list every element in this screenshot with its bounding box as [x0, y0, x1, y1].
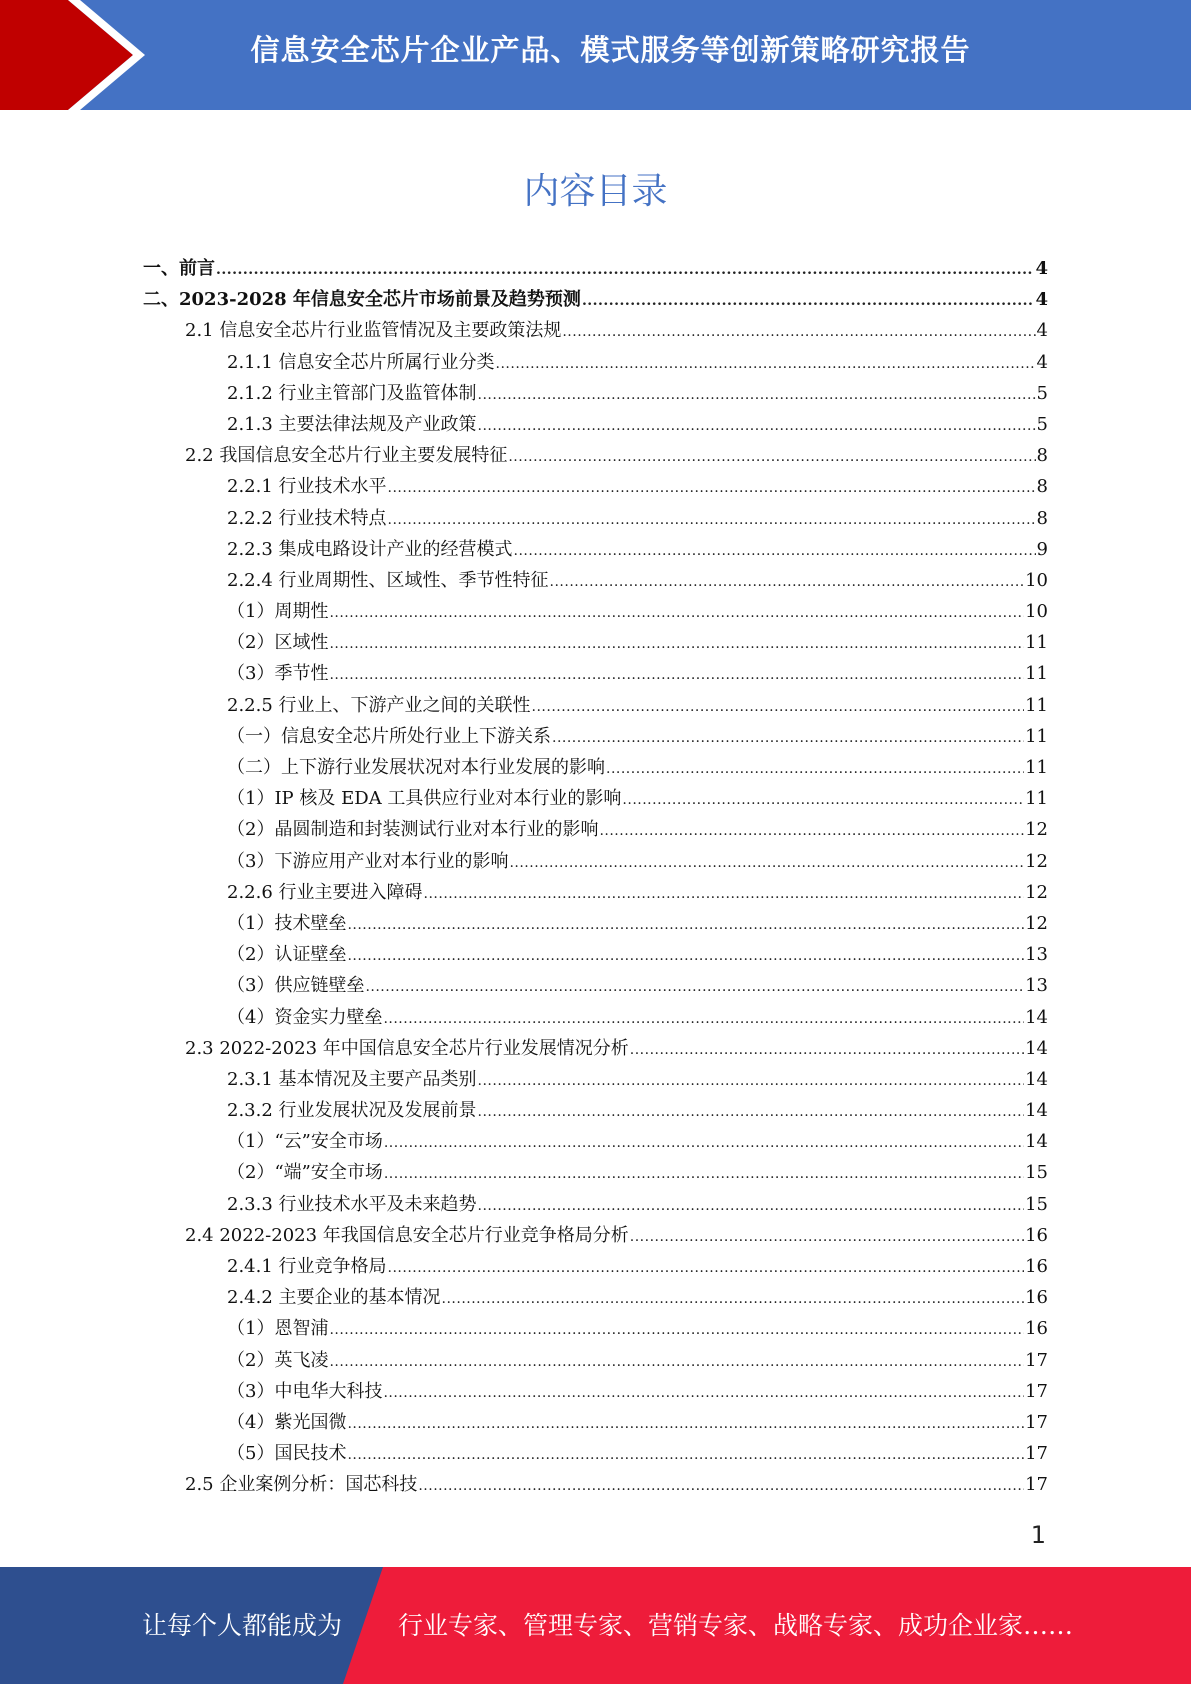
toc-entry-label: 二、2023-2028 年信息安全芯片市场前景及趋势预测 [143, 289, 581, 311]
toc-entry-label: 2.1.2 行业主管部门及监管体制 [227, 382, 477, 404]
toc-entry[interactable] [143, 1190, 1048, 1221]
toc-entry-label: （4）资金实力壁垒 [227, 1006, 383, 1028]
toc-entry-page: 17 [1025, 1349, 1048, 1371]
toc-entry-label: 2.2.6 行业主要进入障碍 [227, 881, 423, 903]
toc-entry-label: 2.4.1 行业竞争格局 [227, 1256, 387, 1277]
toc-entry[interactable] [143, 784, 1048, 815]
toc-leader-dots [216, 262, 1034, 278]
toc-entry[interactable] [143, 722, 1048, 753]
toc-entry[interactable] [143, 815, 1048, 846]
toc-entry[interactable] [143, 597, 1048, 628]
toc-entry-page: 13 [1025, 975, 1048, 997]
toc-leader-dots [478, 1104, 1025, 1120]
toc-entry-label: 一、前言 [143, 258, 215, 279]
toc-entry-label: （二）上下游行业发展状况对本行业发展的影响 [227, 757, 605, 778]
toc-entry-page: 5 [1036, 382, 1048, 404]
toc-entry-page: 4 [1036, 351, 1048, 373]
page-number: 1 [1030, 1521, 1046, 1549]
toc-entry[interactable] [143, 691, 1048, 722]
toc-entry-page: 4 [1035, 289, 1048, 311]
toc-entry-page: 15 [1025, 1193, 1048, 1215]
toc-leader-dots [329, 1322, 1024, 1338]
table-of-contents [143, 254, 1048, 1502]
toc-entry-label: （一）信息安全芯片所处行业上下游关系 [227, 725, 551, 747]
toc-entry-page: 17 [1025, 1411, 1048, 1433]
toc-entry-page: 8 [1036, 445, 1048, 467]
toc-entry-label: （2）认证壁垒 [227, 944, 347, 966]
toc-entry[interactable] [143, 1252, 1048, 1283]
toc-entry-page: 16 [1025, 1318, 1048, 1340]
toc-leader-dots [478, 1073, 1025, 1089]
toc-entry[interactable] [143, 1314, 1048, 1345]
toc-entry-page: 12 [1025, 819, 1048, 841]
toc-entry-label: （1）“云”安全市场 [227, 1131, 383, 1153]
toc-leader-dots [442, 1291, 1025, 1307]
toc-entry-page: 15 [1025, 1162, 1048, 1184]
toc-entry-label: 2.3.1 基本情况及主要产品类别 [227, 1068, 477, 1090]
toc-entry[interactable] [143, 254, 1048, 285]
toc-leader-dots [508, 449, 1035, 465]
toc-entry-page: 16 [1025, 1224, 1048, 1246]
toc-entry[interactable] [143, 1127, 1048, 1158]
toc-entry[interactable] [143, 535, 1048, 566]
toc-entry[interactable] [143, 971, 1048, 1002]
toc-entry-label: 2.4 2022-2023 年我国信息安全芯片行业竞争格局分析 [185, 1224, 629, 1246]
toc-entry-label: 2.2.4 行业周期性、区域性、季节性特征 [227, 569, 549, 591]
toc-leader-dots [478, 1198, 1025, 1214]
toc-entry[interactable] [143, 909, 1048, 940]
toc-leader-dots [509, 855, 1024, 871]
toc-leader-dots [347, 1416, 1024, 1432]
toc-entry-label: 2.4.2 主要企业的基本情况 [227, 1287, 441, 1309]
toc-entry-label: 2.1 信息安全芯片行业监管情况及主要政策法规 [185, 320, 562, 342]
toc-entry[interactable] [143, 472, 1048, 503]
toc-leader-dots [383, 1385, 1024, 1401]
toc-leader-dots [582, 293, 1035, 309]
toc-entry[interactable] [143, 1377, 1048, 1408]
toc-leader-dots [383, 1011, 1024, 1027]
toc-entry[interactable] [143, 1034, 1048, 1065]
toc-entry[interactable] [143, 348, 1048, 379]
toc-entry-page: 16 [1025, 1256, 1048, 1277]
footer-slogan-right: 行业专家、管理专家、营销专家、战略专家、成功企业家…… [398, 1611, 1074, 1640]
toc-leader-dots [478, 418, 1036, 434]
toc-leader-dots [329, 1354, 1024, 1370]
toc-leader-dots [532, 699, 1025, 715]
toc-leader-dots [384, 1166, 1024, 1182]
toc-entry-page: 10 [1025, 601, 1048, 623]
toc-entry-label: （3）季节性 [227, 663, 329, 685]
toc-entry-page: 8 [1036, 476, 1048, 498]
toc-entry-page: 8 [1036, 507, 1048, 529]
toc-entry-label: 2.2.3 集成电路设计产业的经营模式 [227, 538, 513, 560]
toc-entry-label: （5）国民技术 [227, 1443, 347, 1465]
toc-entry-label: 2.3.2 行业发展状况及发展前景 [227, 1100, 477, 1122]
toc-entry-label: （1）周期性 [227, 601, 329, 623]
toc-leader-dots [329, 605, 1024, 621]
toc-entry[interactable] [143, 504, 1048, 535]
toc-entry-label: 2.2.1 行业技术水平 [227, 476, 387, 498]
toc-entry-page: 14 [1025, 1006, 1048, 1028]
toc-entry-page: 5 [1036, 413, 1048, 435]
toc-entry-page: 11 [1025, 757, 1048, 778]
toc-entry-page: 14 [1025, 1068, 1048, 1090]
toc-entry[interactable] [143, 847, 1048, 878]
toc-leader-dots [496, 356, 1036, 372]
toc-entry-label: （3）供应链壁垒 [227, 975, 365, 997]
toc-entry[interactable] [143, 1221, 1048, 1252]
toc-entry-page: 9 [1036, 538, 1048, 560]
toc-leader-dots [630, 1229, 1024, 1245]
toc-entry[interactable] [143, 628, 1048, 659]
toc-entry[interactable] [143, 316, 1048, 347]
toc-entry-page: 17 [1025, 1474, 1048, 1496]
toc-entry-page: 17 [1025, 1380, 1048, 1402]
toc-entry[interactable] [143, 1346, 1048, 1377]
toc-leader-dots [622, 792, 1024, 808]
toc-entry-label: （1）IP 核及 EDA 工具供应行业对本行业的影响 [227, 788, 622, 810]
toc-entry[interactable] [143, 285, 1048, 316]
toc-entry-label: （2）晶圆制造和封装测试行业对本行业的影响 [227, 819, 599, 841]
toc-entry[interactable] [143, 753, 1048, 784]
toc-entry-label: （2）英飞凌 [227, 1349, 329, 1371]
toc-entry-label: 2.1.3 主要法律法规及产业政策 [227, 413, 477, 435]
toc-entry[interactable] [143, 1470, 1048, 1501]
toc-entry-page: 13 [1025, 944, 1048, 966]
toc-leader-dots [418, 1478, 1024, 1494]
toc-leader-dots [329, 636, 1024, 652]
toc-entry-page: 12 [1025, 850, 1048, 872]
toc-entry-page: 11 [1025, 663, 1048, 685]
toc-entry-label: 2.2 我国信息安全芯片行业主要发展特征 [185, 445, 508, 467]
toc-entry-page: 4 [1036, 320, 1048, 342]
toc-heading: 内容目录 [523, 171, 668, 212]
toc-entry-page: 14 [1025, 1037, 1048, 1059]
toc-entry-label: （2）区域性 [227, 632, 329, 654]
toc-entry[interactable] [143, 441, 1048, 472]
toc-leader-dots [606, 761, 1024, 777]
toc-entry[interactable] [143, 1439, 1048, 1470]
toc-entry-page: 11 [1025, 788, 1048, 810]
toc-entry-page: 4 [1035, 258, 1048, 279]
report-title: 信息安全芯片企业产品、模式服务等创新策略研究报告 [250, 33, 971, 67]
footer-slogan-left: 让每个人都能成为 [142, 1611, 343, 1640]
toc-entry-label: （3）中电华大科技 [227, 1380, 383, 1402]
toc-entry-label: 2.3.3 行业技术水平及未来趋势 [227, 1193, 477, 1215]
toc-entry-page: 17 [1025, 1443, 1048, 1465]
toc-entry-label: （4）紫光国微 [227, 1411, 347, 1433]
toc-leader-dots [424, 886, 1025, 902]
toc-entry-page: 12 [1025, 912, 1048, 934]
toc-entry-page: 11 [1025, 694, 1048, 716]
toc-entry-page: 11 [1025, 725, 1048, 747]
toc-entry-label: （2）“端”安全市场 [227, 1162, 383, 1184]
toc-entry[interactable] [143, 878, 1048, 909]
toc-entry[interactable] [143, 410, 1048, 441]
toc-leader-dots [552, 730, 1024, 746]
toc-entry-page: 11 [1025, 632, 1048, 654]
toc-leader-dots [599, 823, 1024, 839]
page-header [0, 0, 1191, 110]
toc-entry[interactable] [143, 659, 1048, 690]
toc-entry-page: 14 [1025, 1131, 1048, 1153]
toc-leader-dots [347, 917, 1024, 933]
toc-entry-page: 10 [1025, 569, 1048, 591]
toc-entry[interactable] [143, 1408, 1048, 1439]
toc-entry-label: 2.1.1 信息安全芯片所属行业分类 [227, 351, 495, 373]
toc-leader-dots [388, 512, 1036, 528]
toc-leader-dots [550, 574, 1025, 590]
toc-entry[interactable] [143, 1158, 1048, 1189]
toc-leader-dots [384, 1135, 1024, 1151]
toc-entry-label: （3）下游应用产业对本行业的影响 [227, 850, 509, 872]
toc-leader-dots [478, 387, 1036, 403]
toc-leader-dots [388, 1260, 1025, 1276]
toc-leader-dots [388, 480, 1036, 496]
toc-entry[interactable] [143, 379, 1048, 410]
toc-entry[interactable] [143, 566, 1048, 597]
toc-entry-page: 16 [1025, 1287, 1048, 1309]
toc-entry-page: 12 [1025, 881, 1048, 903]
toc-entry-label: 2.2.5 行业上、下游产业之间的关联性 [227, 694, 531, 716]
toc-entry[interactable] [143, 1096, 1048, 1127]
toc-entry-label: 2.2.2 行业技术特点 [227, 507, 387, 529]
toc-leader-dots [514, 543, 1036, 559]
toc-leader-dots [329, 667, 1024, 683]
toc-entry[interactable] [143, 1003, 1048, 1034]
toc-entry[interactable] [143, 1283, 1048, 1314]
toc-entry[interactable] [143, 1065, 1048, 1096]
toc-entry-label: （1）技术壁垒 [227, 912, 347, 934]
toc-leader-dots [630, 1042, 1024, 1058]
toc-leader-dots [562, 324, 1035, 340]
page-footer [0, 1567, 1191, 1684]
toc-leader-dots [347, 948, 1024, 964]
toc-entry[interactable] [143, 940, 1048, 971]
toc-entry-label: 2.5 企业案例分析：国芯科技 [185, 1474, 418, 1496]
toc-leader-dots [365, 979, 1024, 995]
toc-entry-page: 14 [1025, 1100, 1048, 1122]
toc-entry-label: （1）恩智浦 [227, 1318, 329, 1340]
toc-leader-dots [347, 1447, 1024, 1463]
toc-entry-label: 2.3 2022-2023 年中国信息安全芯片行业发展情况分析 [185, 1037, 629, 1059]
